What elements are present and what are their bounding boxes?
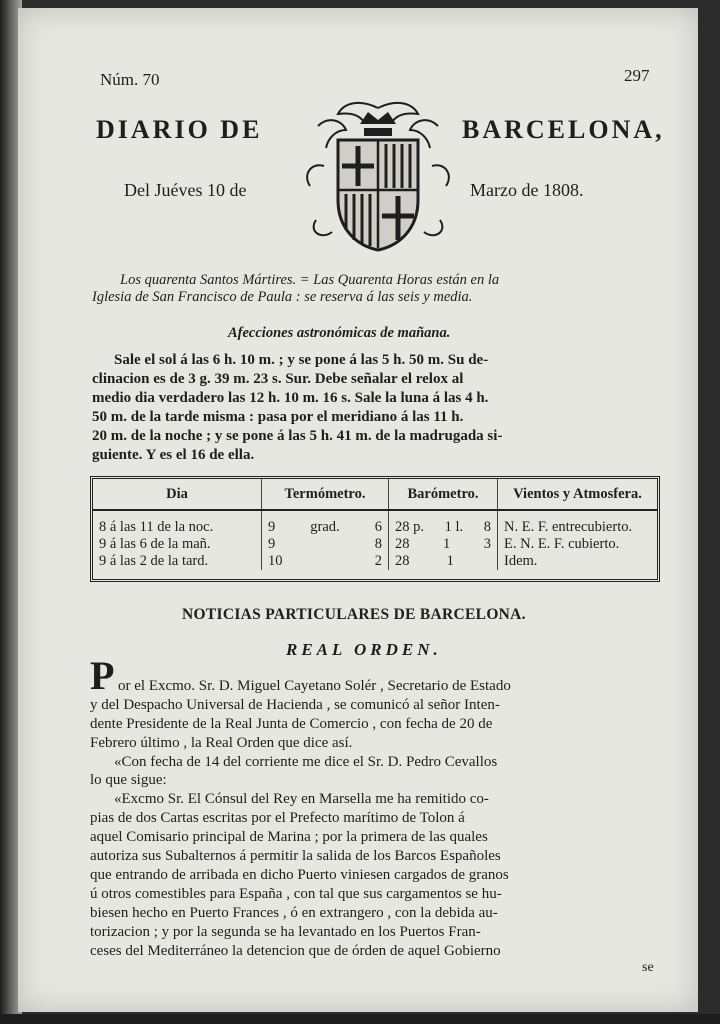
drop-cap: P	[90, 653, 115, 698]
table-cell-winds: Idem.	[504, 553, 538, 569]
scan-bottom-edge	[0, 1014, 720, 1024]
table-cell-thermometer: 10 2	[262, 553, 389, 570]
table-cell-dia: 8 á las 11 de la noc.	[93, 510, 262, 536]
issue-date-left: Del Juéves 10 de	[124, 180, 247, 200]
table-cell-barometer: 28 1	[389, 553, 498, 570]
issue-number: Núm. 70	[100, 70, 160, 89]
body-text-line: «Con fecha de 14 del corriente me dice el Sr. D. Pedro Cevallos	[114, 754, 498, 770]
masthead-title-left: DIARIO DE	[96, 115, 263, 144]
table-cell-winds: N. E. F. entrecubierto.	[504, 519, 633, 535]
table-cell-dia: 9 á las 6 de la mañ.	[93, 536, 262, 553]
table-row	[93, 510, 657, 536]
astronomy-line: 20 m. de la noche ; y se pone á las 5 h. 41 m. de la madrugada si-	[92, 428, 503, 444]
table-cell-winds: E. N. E. F. cubierto.	[504, 536, 620, 552]
table-row	[93, 553, 657, 570]
astronomy-line: medio dia verdadero las 12 h. 10 m. 16 s. Sale la luna á las 4 h.	[92, 390, 489, 406]
astronomy-heading: Afecciones astronómicas de mañana.	[228, 325, 451, 341]
table-cell-thermometer: 9 grad. 6	[262, 510, 389, 536]
weather-table	[90, 476, 660, 582]
table-cell-thermometer: 9 8	[262, 536, 389, 553]
body-text-line: biesen hecho en Puerto Frances , ó en extrangero , con la debida au-	[90, 905, 498, 921]
body-text-line: ú otros comestibles para España , con tal que sus cargamentos se hu-	[90, 886, 502, 902]
body-text-line: pias de dos Cartas escritas por el Prefecto marítimo de Tolon á	[90, 810, 465, 826]
real-orden-heading: REAL ORDEN.	[286, 640, 442, 659]
body-text-line: torizacion ; y por la segunda se ha levantado en los Puertos Fran-	[90, 924, 481, 940]
body-text-line: que entrando de arribada en dicho Puerto viniesen cargados de granos	[90, 867, 509, 883]
body-text-line: aquel Comisario principal de Marina ; por la primera de las quales	[90, 829, 488, 845]
body-text-line: lo que sigue:	[90, 772, 167, 788]
astronomy-line: clinacion es de 3 g. 39 m. 23 s. Sur. Debe señalar el relox al	[92, 371, 464, 387]
astronomy-line: Sale el sol á las 6 h. 10 m. ; y se pone á las 5 h. 50 m. Su de-	[114, 352, 489, 368]
table-row	[93, 536, 657, 553]
masthead-title-right: BARCELONA,	[462, 115, 665, 144]
newspaper-page	[18, 8, 698, 1012]
body-text-line: or el Excmo. Sr. D. Miguel Cayetano Solér , Secretario de Estado	[118, 678, 511, 694]
catchword: se	[642, 960, 654, 975]
table-header-dia: Dia	[93, 479, 262, 510]
body-text-line: dente Presidente de la Real Junta de Comercio , con fecha de 20 de	[90, 716, 493, 732]
astronomy-line: guiente. Y es el 16 de ella.	[92, 447, 255, 463]
table-header-thermometer: Termómetro.	[262, 479, 389, 510]
table-header-winds: Vientos y Atmosfera.	[498, 479, 658, 510]
saints-notice-line: Los quarenta Santos Mártires. = Las Quarenta Horas están en la	[120, 272, 500, 288]
issue-date-right: Marzo de 1808.	[470, 180, 584, 200]
section-heading: NOTICIAS PARTICULARES DE BARCELONA.	[182, 606, 526, 623]
barcelona-coat-of-arms-icon	[298, 90, 458, 258]
body-text-line: y del Despacho Universal de Hacienda , se comunicó al señor Inten-	[90, 697, 500, 713]
body-text-line: «Excmo Sr. El Cónsul del Rey en Marsella me ha remitido co-	[114, 791, 489, 807]
astronomy-line: 50 m. de la tarde misma : pasa por el meridiano á las 11 h.	[92, 409, 464, 425]
table-header-barometer: Barómetro.	[389, 479, 498, 510]
page-number: 297	[624, 66, 650, 85]
body-text-line: autoriza sus Subalternos á permitir la salida de los Barcos Españoles	[90, 848, 501, 864]
table-cell-barometer: 28 1 3	[389, 536, 498, 553]
saints-notice-line: Iglesia de San Francisco de Paula : se reserva á las seis y media.	[92, 289, 473, 305]
body-text-line: ceses del Mediterráneo la detencion que de órden de aquel Gobierno	[90, 943, 501, 959]
table-cell-barometer: 28 p. 1 l. 8	[389, 510, 498, 536]
body-text-line: Febrero último , la Real Orden que dice así.	[90, 735, 353, 751]
table-cell-dia: 9 á las 2 de la tard.	[93, 553, 262, 570]
